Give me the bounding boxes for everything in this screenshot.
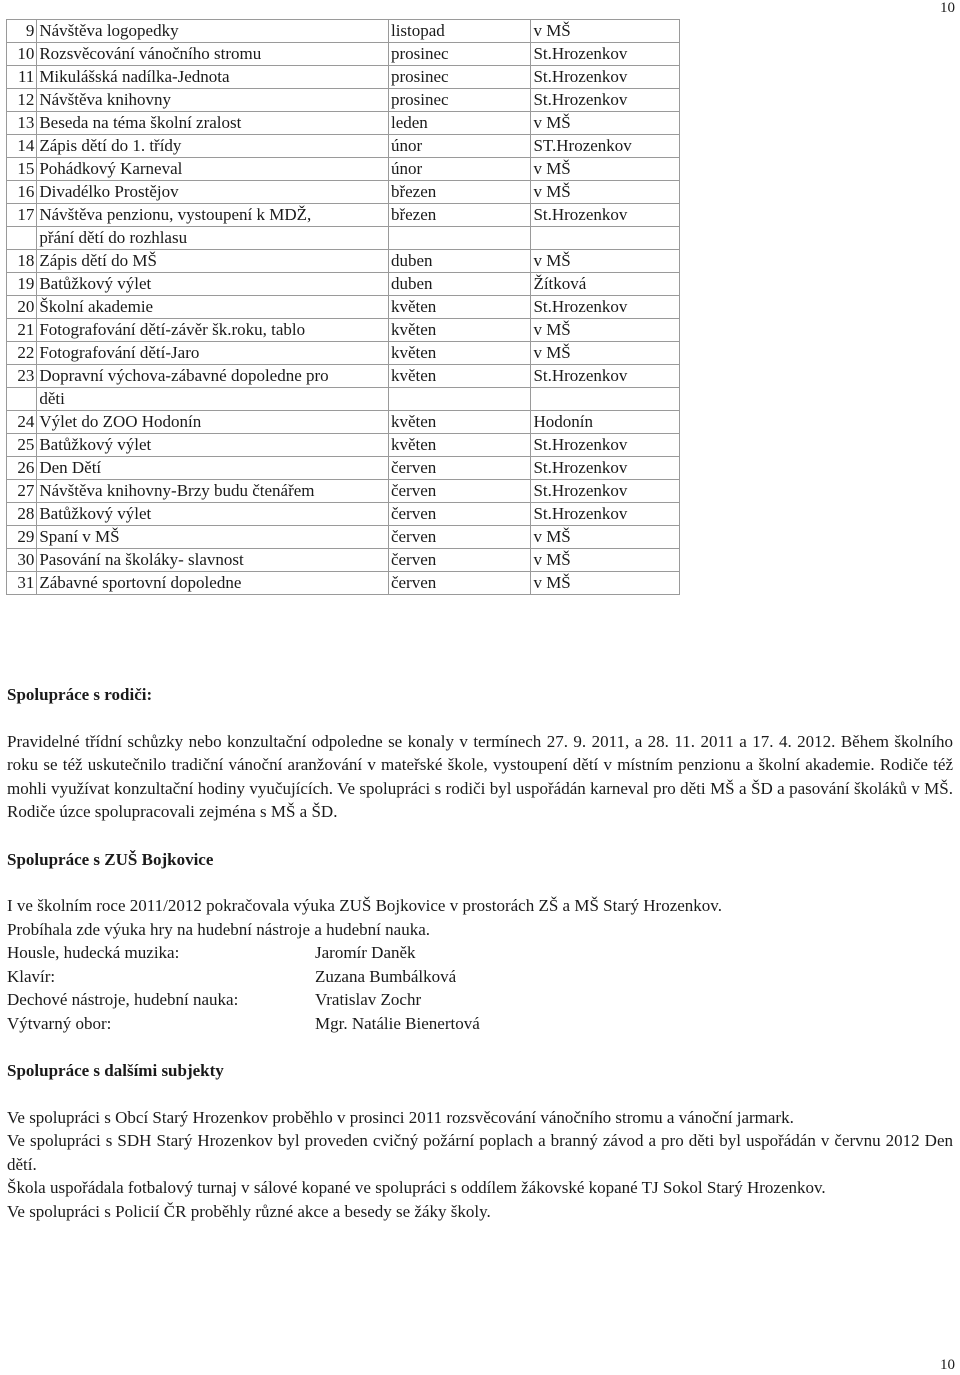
table-row xyxy=(7,434,680,457)
event-number: 24 xyxy=(7,411,37,434)
event-name: Školní akademie xyxy=(37,296,389,319)
event-number: 9 xyxy=(7,20,37,43)
event-month: listopad xyxy=(388,20,530,43)
zus-heading: Spolupráce s ZUŠ Bojkovice xyxy=(7,849,214,869)
teacher-name: Vratislav Zochr xyxy=(315,990,422,1009)
parents-heading: Spolupráce s rodiči: xyxy=(7,685,153,704)
event-number: 21 xyxy=(7,319,37,342)
event-place: St.Hrozenkov xyxy=(531,66,680,89)
event-place xyxy=(531,388,680,411)
table-row xyxy=(7,296,680,319)
event-number: 19 xyxy=(7,273,37,296)
event-place: St.Hrozenkov xyxy=(531,434,680,457)
event-place: v MŠ xyxy=(531,319,680,342)
event-place: v MŠ xyxy=(531,526,680,549)
others-paragraph: Ve spolupráci s Obcí Starý Hrozenkov proběhlo v prosinci 2011 rozsvěcování vánočního stromu a vánoční jarmark. xyxy=(7,1107,794,1127)
event-name: děti xyxy=(37,388,389,411)
zus-line: I ve školním roce 2011/2012 pokračovala výuka ZUŠ Bojkovice v prostorách ZŠ a MŠ Starý Hrozenkov. xyxy=(7,896,722,915)
page-number-bottom: 10 xyxy=(940,1357,955,1373)
zus-teachers-list xyxy=(7,941,953,1035)
event-name: Rozsvěcování vánočního stromu xyxy=(37,43,389,66)
event-name: Batůžkový výlet xyxy=(37,434,389,457)
event-month: duben xyxy=(388,250,530,273)
event-name: Dopravní výchova-zábavné dopoledne pro xyxy=(37,365,389,388)
event-number: 31 xyxy=(7,572,37,595)
table-row xyxy=(7,526,680,549)
teacher-name: Jaromír Daněk xyxy=(315,943,416,962)
event-place: v MŠ xyxy=(531,250,680,273)
event-month xyxy=(388,388,530,411)
zus-line: Probíhala zde výuka hry na hudební nástroje a hudební nauka. xyxy=(7,919,430,939)
event-month: květen xyxy=(388,434,530,457)
event-name: Fotografování dětí-Jaro xyxy=(37,342,389,365)
event-number: 15 xyxy=(7,158,37,181)
event-name: Zápis dětí do 1. třídy xyxy=(37,135,389,158)
table-row xyxy=(7,365,680,388)
teacher-subject: Výtvarný obor: xyxy=(7,1013,112,1033)
event-name: Návštěva knihovny-Brzy budu čtenářem xyxy=(37,480,389,503)
table-row xyxy=(7,135,680,158)
event-place: St.Hrozenkov xyxy=(531,480,680,503)
event-number: 18 xyxy=(7,250,37,273)
event-place: St.Hrozenkov xyxy=(531,503,680,526)
event-place: Hodonín xyxy=(531,411,680,434)
event-name: Pohádkový Karneval xyxy=(37,158,389,181)
event-place: v MŠ xyxy=(531,112,680,135)
table-row xyxy=(7,89,680,112)
table-row xyxy=(7,549,680,572)
table-row xyxy=(7,480,680,503)
event-month: leden xyxy=(388,112,530,135)
event-place: v MŠ xyxy=(531,549,680,572)
event-number: 29 xyxy=(7,526,37,549)
parents-paragraph: Pravidelné třídní schůzky nebo konzultační odpoledne se konaly v termínech 27. 9. 2011, a 28. 11. 2011 a 17. 4. 2012. Během školního roku se též uskutečnilo tradiční vánoční aranžování v mateřské škole, vystoupení dětí v místním penzionu a školní akademie. Rodiče též mohli využívat konzultační hodiny vyučujících. Ve spolupráci s rodiči byl uspořádán karneval pro děti MŠ a ŠD a pasování školáků v MŠ. Rodiče úzce spolupracovali zejména s MŠ a ŠD. xyxy=(7,731,953,821)
event-place xyxy=(531,227,680,250)
table-row xyxy=(7,342,680,365)
table-row xyxy=(7,457,680,480)
event-place: St.Hrozenkov xyxy=(531,296,680,319)
event-number xyxy=(7,227,37,250)
table-row xyxy=(7,411,680,434)
table-row xyxy=(7,250,680,273)
event-name: Návštěva logopedky xyxy=(37,20,389,43)
event-number: 23 xyxy=(7,365,37,388)
table-row xyxy=(7,20,680,43)
table-row xyxy=(7,204,680,227)
event-number: 13 xyxy=(7,112,37,135)
events-table xyxy=(6,19,680,595)
teacher-name: Zuzana Bumbálková xyxy=(315,966,457,986)
event-month: červen xyxy=(388,572,530,595)
event-name: Mikulášská nadílka-Jednota xyxy=(37,66,389,89)
event-month: březen xyxy=(388,181,530,204)
event-place: v MŠ xyxy=(531,181,680,204)
others-paragraph: Ve spolupráci s Policií ČR proběhly různé akce a besedy se žáky školy. xyxy=(7,1201,491,1221)
event-name: Batůžkový výlet xyxy=(37,273,389,296)
event-number: 16 xyxy=(7,181,37,204)
event-name: Návštěva knihovny xyxy=(37,89,389,112)
event-month: únor xyxy=(388,135,530,158)
others-heading: Spolupráce s dalšími subjekty xyxy=(7,1061,224,1080)
event-name: přání dětí do rozhlasu xyxy=(37,227,389,250)
event-place: St.Hrozenkov xyxy=(531,457,680,480)
event-number: 25 xyxy=(7,434,37,457)
event-month: červen xyxy=(388,549,530,572)
event-month: červen xyxy=(388,503,530,526)
event-number: 10 xyxy=(7,43,37,66)
event-number: 20 xyxy=(7,296,37,319)
table-row xyxy=(7,319,680,342)
event-month: červen xyxy=(388,457,530,480)
event-name: Divadélko Prostějov xyxy=(37,181,389,204)
table-row xyxy=(7,572,680,595)
event-month: březen xyxy=(388,204,530,227)
event-number xyxy=(7,388,37,411)
event-month: únor xyxy=(388,158,530,181)
event-number: 11 xyxy=(7,66,37,89)
teacher-subject: Klavír: xyxy=(7,966,56,986)
event-number: 22 xyxy=(7,342,37,365)
teacher-name: Mgr. Natálie Bienertová xyxy=(315,1013,480,1033)
event-name: Návštěva penzionu, vystoupení k MDŽ, xyxy=(37,204,389,227)
event-name: Zábavné sportovní dopoledne xyxy=(37,572,389,595)
event-place: v MŠ xyxy=(531,572,680,595)
table-row xyxy=(7,227,680,250)
event-number: 27 xyxy=(7,480,37,503)
table-row xyxy=(7,181,680,204)
event-month: prosinec xyxy=(388,43,530,66)
event-number: 26 xyxy=(7,457,37,480)
event-month: květen xyxy=(388,296,530,319)
others-paragraph: Ve spolupráci s SDH Starý Hrozenkov byl proveden cvičný požární poplach a branný závod a pro děti byl uspořádán v červnu 2012 Den dětí. xyxy=(7,1131,953,1174)
event-place: St.Hrozenkov xyxy=(531,204,680,227)
event-month: prosinec xyxy=(388,89,530,112)
event-month: květen xyxy=(388,411,530,434)
event-name: Pasování na školáky- slavnost xyxy=(37,549,389,572)
event-name: Výlet do ZOO Hodonín xyxy=(37,411,389,434)
event-month: květen xyxy=(388,319,530,342)
event-month xyxy=(388,227,530,250)
event-month: červen xyxy=(388,480,530,503)
event-month: duben xyxy=(388,273,530,296)
event-place: St.Hrozenkov xyxy=(531,43,680,66)
event-place: ST.Hrozenkov xyxy=(531,135,680,158)
page-number-top: 10 xyxy=(940,0,955,16)
table-row xyxy=(7,388,680,411)
table-row xyxy=(7,503,680,526)
event-name: Fotografování dětí-závěr šk.roku, tablo xyxy=(37,319,389,342)
event-name: Batůžkový výlet xyxy=(37,503,389,526)
event-place: St.Hrozenkov xyxy=(531,89,680,112)
event-name: Zápis dětí do MŠ xyxy=(37,250,389,273)
cooperation-sections xyxy=(7,683,953,1223)
event-place: v MŠ xyxy=(531,342,680,365)
event-number: 12 xyxy=(7,89,37,112)
event-number: 14 xyxy=(7,135,37,158)
others-paragraph: Škola uspořádala fotbalový turnaj v sálové kopané ve spolupráci s oddílem žákovské kopané TJ Sokol Starý Hrozenkov. xyxy=(7,1178,826,1197)
event-month: květen xyxy=(388,342,530,365)
event-name: Den Dětí xyxy=(37,457,389,480)
event-number: 28 xyxy=(7,503,37,526)
event-place: St.Hrozenkov xyxy=(531,365,680,388)
table-row xyxy=(7,66,680,89)
event-number: 30 xyxy=(7,549,37,572)
table-row xyxy=(7,43,680,66)
events-table-body xyxy=(7,20,680,595)
event-number: 17 xyxy=(7,204,37,227)
event-month: květen xyxy=(388,365,530,388)
teacher-subject: Housle, hudecká muzika: xyxy=(7,943,180,962)
table-row xyxy=(7,158,680,181)
event-place: Žítková xyxy=(531,273,680,296)
event-name: Spaní v MŠ xyxy=(37,526,389,549)
event-place: v MŠ xyxy=(531,20,680,43)
event-month: prosinec xyxy=(388,66,530,89)
table-row xyxy=(7,112,680,135)
teacher-subject: Dechové nástroje, hudební nauka: xyxy=(7,990,239,1009)
event-month: červen xyxy=(388,526,530,549)
table-row xyxy=(7,273,680,296)
event-name: Beseda na téma školní zralost xyxy=(37,112,389,135)
event-place: v MŠ xyxy=(531,158,680,181)
